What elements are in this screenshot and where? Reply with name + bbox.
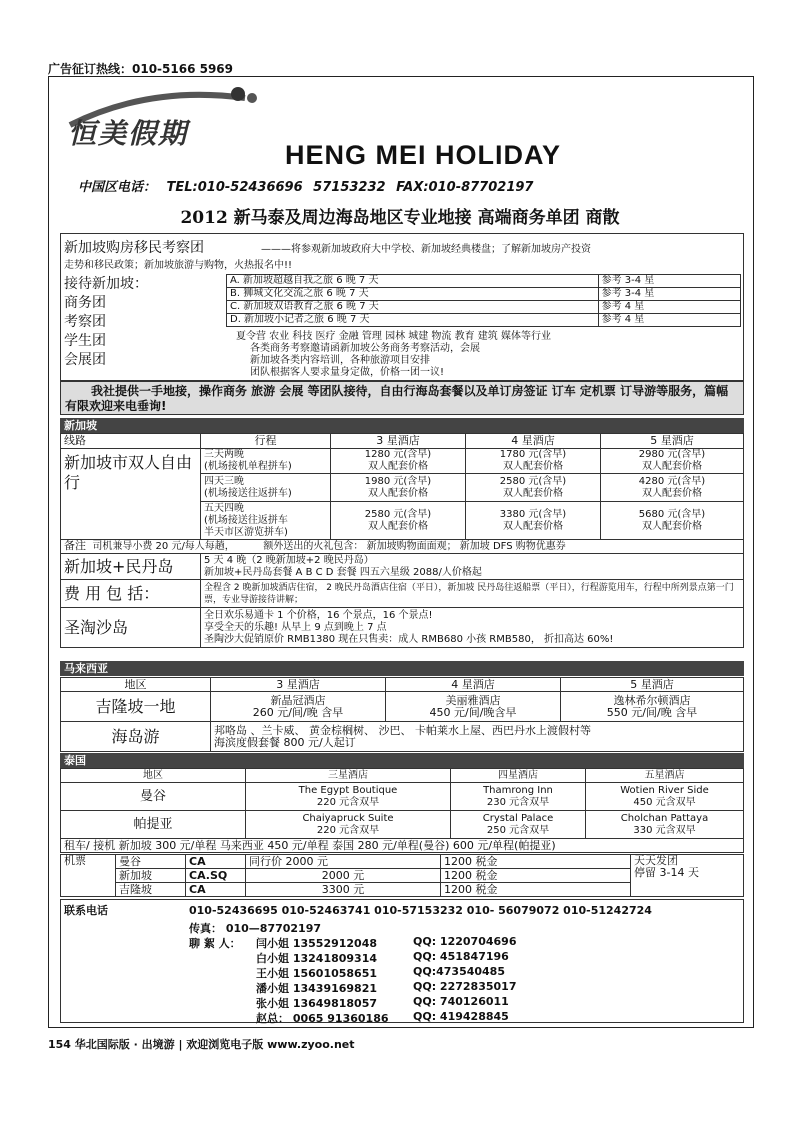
brand-name: HENG MEI HOLIDAY xyxy=(285,140,562,170)
logo-text: 恒美假期 xyxy=(68,117,189,150)
tour-table xyxy=(226,274,741,327)
contact-qq: QQ: 2272835017 xyxy=(413,980,517,993)
contact-qq: QQ: 419428845 xyxy=(413,1010,509,1023)
contact-person: 张小姐 13649818057 xyxy=(256,997,378,1010)
table-row: 四天三晚 (机场接送往返拼车) 1980 元(含早) 双人配套价格 2580 元(含早) 双人配套价格 4280 元(含早) 双人配套价格 xyxy=(61,474,744,502)
contact-people-label: 聊 絮 人： xyxy=(189,937,241,950)
table-row: 曼谷 The Egypt Boutique 220 元含双早 Thamrong Inn 230 元含双早 Wotien River Side 450 元含双早 xyxy=(61,783,744,811)
table-row: 备注 司机兼导小费 20 元/每人每趟， 额外送出的火礼包含： 新加坡购物面面观； 新加坡 DFS 购物优惠券 xyxy=(61,540,744,554)
thailand-table xyxy=(60,768,744,853)
section-bar-thailand: 泰国 xyxy=(60,753,744,768)
table-row: 地区 三星酒店 四星酒店 五星酒店 xyxy=(61,769,744,783)
ticket-table xyxy=(60,854,744,897)
table-row: 圣淘沙岛 全日欢乐易通卡 1 个价格，16 个景点，16 个景点! 享受全天的乐趣! 从早上 9 点到晚上 7 点 圣陶沙大促销原价 RMB1380 现在只售卖：成人 RMB680 小孩 RMB580， 折扣高达 60%! xyxy=(61,608,744,648)
table-row: D. 新加坡小记者之旅 6 晚 7 天 参考 4 星 xyxy=(227,314,741,327)
contact-phones: 010-52436695 010-52463741 010-57153232 010- 56079072 010-51242724 xyxy=(189,904,652,917)
contact-person: 白小姐 13241809314 xyxy=(256,952,378,965)
page-headline: 2012 新马泰及周边海岛地区专业地接 高端商务单团 商散 xyxy=(180,208,620,228)
intro-title: 新加坡购房移民考察团 xyxy=(64,240,204,256)
table-row: 机票 曼谷 CA 同行价 2000 元 1200 税金 天天发团 停留 3-14 天 xyxy=(61,855,744,869)
table-row: 费 用 包 括： 全程含 2 晚新加坡酒店住宿， 2 晚民丹岛酒店住宿（平日），新加坡 民丹岛往返船票（平日），行程游览用车，行程中所列景点第一门票，专业导游接待讲解； xyxy=(61,580,744,608)
table-row: A. 新加坡超越自我之旅 6 晚 7 天 参考 3-4 星 xyxy=(227,275,741,288)
intro-text-2: 走势和移民政策；新加坡旅游与购物，火热报名中!! xyxy=(64,260,293,271)
table-row: 地区 3 星酒店 4 星酒店 5 星酒店 xyxy=(61,678,744,692)
singapore-table xyxy=(60,433,744,648)
section-bar-malaysia: 马来西亚 xyxy=(60,661,744,676)
contact-section xyxy=(60,899,744,1023)
table-row: 五天四晚 (机场接送往返拼车 半天市区游览拼车) 2580 元(含早) 双人配套价格 3380 元(含早) 双人配套价格 5680 元(含早) 双人配套价格 xyxy=(61,502,744,540)
table-row: 吉隆坡一地 新晶冠酒店 260 元/间/晚 含早 美丽雅酒店 450 元/间/晚含早 逸林希尔顿酒店 550 元/间/晚 含早 xyxy=(61,692,744,722)
contact-person: 潘小姐 13439169821 xyxy=(256,982,378,995)
contact-qq: QQ: 740126011 xyxy=(413,995,509,1008)
table-row: 新加坡 CA.SQ 2000 元 1200 税金 xyxy=(61,869,744,883)
malaysia-table xyxy=(60,677,744,752)
contact-qq: QQ:473540485 xyxy=(413,965,505,978)
section-bar-singapore: 新加坡 xyxy=(60,418,744,433)
contact-label: 联系电话 xyxy=(64,904,108,917)
brand-contact-line: 中国区电话： TEL:010-52436696 57153232 FAX:010-87702197 xyxy=(78,180,534,195)
contact-qq: QQ: 1220704696 xyxy=(413,935,517,948)
contact-person: 闫小姐 13552912048 xyxy=(256,937,378,950)
intro-section xyxy=(60,233,744,381)
table-row: 租车/ 接机 新加坡 300 元/单程 马来西亚 450 元/单程 泰国 280 元/单程(曼谷) 600 元/单程(帕提亚) xyxy=(61,839,744,853)
table-row: 线路 行程 3 星酒店 4 星酒店 5 星酒店 xyxy=(61,434,744,449)
table-row: 吉隆坡 CA 3300 元 1200 税金 xyxy=(61,883,744,897)
contact-person: 王小姐 15601058651 xyxy=(256,967,378,980)
contact-person: 赵总： 0065 91360186 xyxy=(256,1012,389,1025)
table-row: 海岛游 邦咯岛 、兰卡威、 黄金棕榈树、 沙巴、 卡帕莱水上屋、西巴丹水上渡假村等 海滨度假套餐 800 元/人起订 xyxy=(61,722,744,752)
table-row: 帕提亚 Chaiyapruck Suite 220 元含双早 Crystal Palace 250 元含双早 Cholchan Pattaya 330 元含双早 xyxy=(61,811,744,839)
page-footer: 154 华北国际版 · 出境游 | 欢迎浏览电子版 www.zyoo.net xyxy=(48,1038,355,1051)
table-row: 新加坡+民丹岛 5 天 4 晚（2 晚新加坡+2 晚民丹岛） 新加坡+民丹岛套餐 A B C D 套餐 四五六星级 2088/人价格起 xyxy=(61,554,744,580)
service-notice: 我社提供一手地接，操作商务 旅游 会展 等团队接待，自由行海岛套餐以及单订房签证 订车 定机票 订导游等服务，篇幅有限欢迎来电垂询! xyxy=(60,381,744,415)
contact-qq: QQ: 451847196 xyxy=(413,950,509,963)
contact-fax: 传真： 010—87702197 xyxy=(189,922,322,935)
reception-labels: 接待新加坡： 商务团 考察团 学生团 会展团 xyxy=(64,276,148,368)
ad-hotline: 广告征订热线：010-5166 5969 xyxy=(48,62,234,76)
table-row: 新加坡市双人自由行 三天两晚 (机场接机单程拼车) 1280 元(含早) 双人配套价格 1780 元(含早) 双人配套价格 2980 元(含早) 双人配套价格 xyxy=(61,449,744,474)
table-row: B. 狮城文化交流之旅 6 晚 7 天 参考 3-4 星 xyxy=(227,288,741,301)
reception-desc: 夏令营 农业 科技 医疗 金融 管理 园林 城建 物流 教育 建筑 媒体等行业 各类商务考察邀请函新加坡公务商务考察活动，会展 新加坡各类内容培训，各种旅游项目安排 团队根据客人要求量身定做，价格一团一议! xyxy=(236,331,551,378)
intro-text: ———将参观新加坡政府大中学校、新加坡经典楼盘；了解新加坡房产投资 xyxy=(261,244,591,255)
table-row: C. 新加坡双语教育之旅 6 晚 7 天 参考 4 星 xyxy=(227,301,741,314)
